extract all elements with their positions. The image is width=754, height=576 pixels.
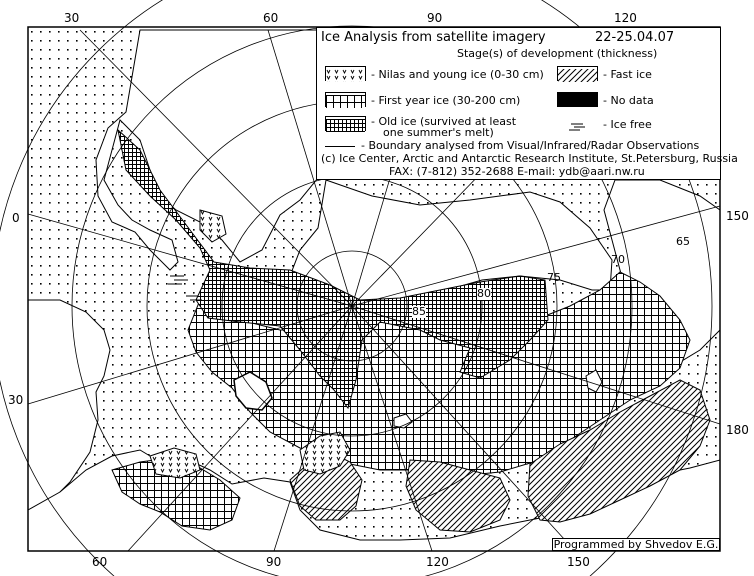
swatch-boundary (325, 146, 355, 147)
lon-label-right-150: 150 (726, 209, 749, 223)
legend-contact: FAX: (7-812) 352-2688 E-mail: ydb@aari.nw.ru (389, 165, 645, 178)
lon-label-top-30: 30 (64, 11, 80, 25)
lat-label-65: 65 (676, 235, 690, 248)
swatch-nilas (325, 66, 366, 81)
legend-first-year-label: - First year ice (30-200 cm) (371, 94, 521, 107)
legend-org: (c) Ice Center, Arctic and Antarctic Research Institute, St.Petersburg, Russia (321, 152, 738, 165)
legend-nilas-label: - Nilas and young ice (0-30 cm) (371, 68, 544, 81)
swatch-no-data (557, 92, 598, 107)
legend-boundary-label: - Boundary analysed from Visual/Infrared/Radar Observations (361, 139, 700, 152)
swatch-first-year (325, 92, 366, 107)
credit-box: Programmed by Shvedov E.G. (553, 538, 719, 551)
swatch-fast-ice (557, 66, 598, 81)
legend-title: Ice Analysis from satellite imagery (321, 30, 546, 45)
legend-no-data-label: - No data (603, 94, 654, 107)
legend-old-ice-label-1: - Old ice (survived at least (371, 115, 517, 128)
lon-label-right-180: 180 (726, 423, 749, 437)
lat-label-75: 75 (547, 271, 561, 284)
legend-fast-ice-label: - Fast ice (603, 68, 652, 81)
lon-label-left-0: 0 (12, 211, 20, 225)
lon-label-left-30: 30 (8, 393, 24, 407)
lat-label-85: 85 (412, 305, 426, 318)
lon-label-top-60: 60 (263, 11, 279, 25)
legend-dates: 22-25.04.07 (595, 30, 675, 45)
lon-label-bottom-90: 90 (266, 555, 282, 569)
lon-label-top-90: 90 (427, 11, 443, 25)
legend-panel (316, 27, 738, 180)
legend-ice-free-label: - Ice free (603, 118, 652, 131)
swatch-ice-free (565, 118, 589, 130)
lon-label-top-120: 120 (614, 11, 637, 25)
lon-label-bottom-60: 60 (92, 555, 108, 569)
lon-label-bottom-150: 150 (567, 555, 590, 569)
legend-subtitle: Stage(s) of development (thickness) (457, 47, 658, 60)
lon-label-bottom-120: 120 (426, 555, 449, 569)
swatch-old-ice (325, 116, 366, 131)
lat-label-70: 70 (611, 253, 625, 266)
lat-label-80: 80 (477, 287, 491, 300)
legend-old-ice-label-2: one summer's melt) (383, 126, 494, 139)
